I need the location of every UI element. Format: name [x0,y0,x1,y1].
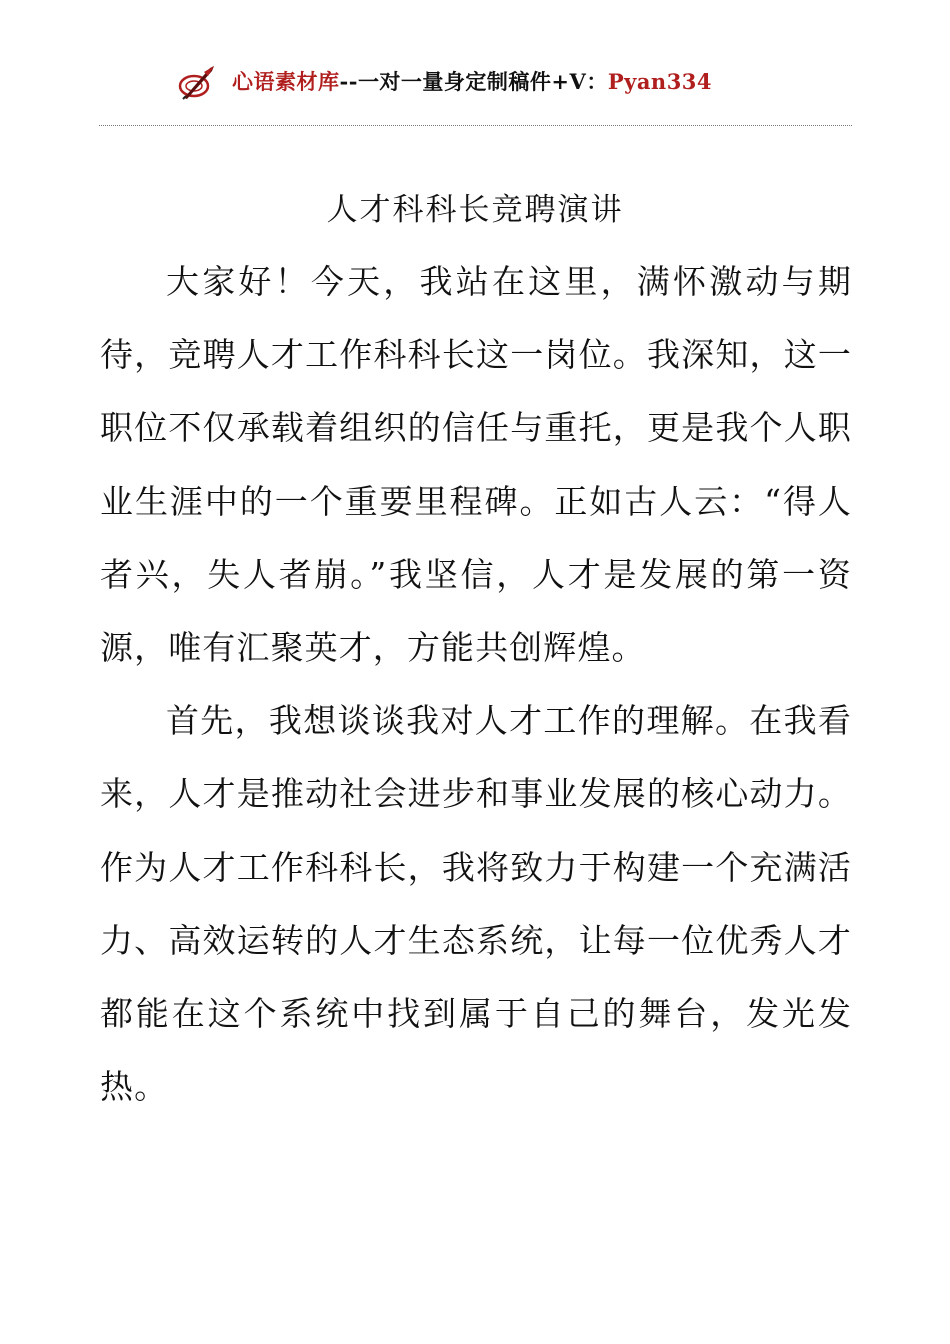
header-separator: -- [339,69,358,94]
paragraph: 大家好！今天，我站在这里，满怀激动与期待，竞聘人才工作科科长这一岗位。我深知，这一职位不仅承载着组织的信任与重托，更是我个人职业生涯中的一个重要里程碑。正如古人云：“得人者兴，失人者崩。”我坚信，人才是发展的第一资源，唯有汇聚英才，方能共创辉煌。 [100,262,852,668]
header-banner-text [232,68,712,96]
header-divider [99,125,852,126]
document-body [100,245,852,1123]
brand-name: 心语素材库 [232,69,340,94]
paragraph: 首先，我想谈谈我对人才工作的理解。在我看来，人才是推动社会进步和事业发展的核心动力。作为人才工作科科长，我将致力于构建一个充满活力、高效运转的人才生态系统，让每一位优秀人才都能在这个系统中找到属于自己的舞台，发光发热。 [100,701,852,1107]
quill-pen-logo-icon [174,62,218,102]
header-slogan: 一对一量身定制稿件+V： [357,69,608,94]
wechat-id: Pyan334 [607,69,713,94]
document-title: 人才科科长竞聘演讲 [326,192,624,228]
page-header [0,58,950,108]
